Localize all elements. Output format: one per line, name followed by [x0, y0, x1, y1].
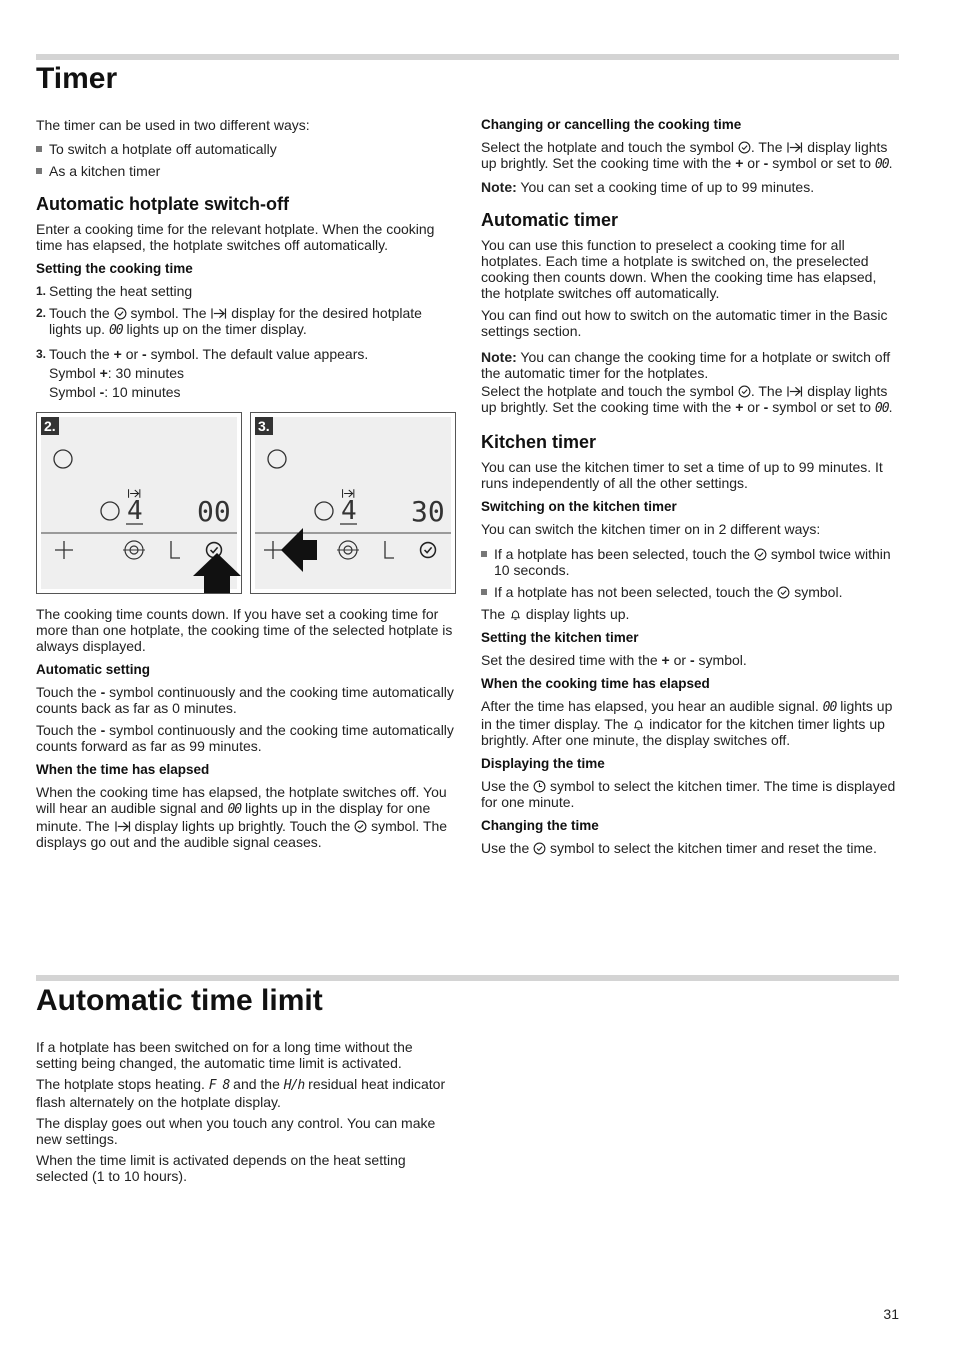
list-item: As a kitchen timer — [36, 163, 454, 179]
bell-icon — [509, 608, 522, 621]
automatic-timer-text-1: You can use this function to preselect a cooking time for all hotplates. Each time a hotplate is switched on, the preselected cooking then counts down. When the cooking time has elapsed, the hotplate switches off automatically. — [481, 237, 877, 301]
arrow-to-bar-icon — [114, 820, 131, 833]
control-panel-figures — [36, 412, 454, 594]
auto-switchoff-text: Enter a cooking time for the relevant hotplate. When the cooking time has elapsed, the hotplate switches off automatically. — [36, 221, 435, 253]
automatic-setting-heading: Automatic setting — [36, 662, 151, 677]
arrow-to-bar-icon — [786, 141, 803, 154]
zero-zero-digits: 00 — [108, 323, 123, 338]
kitchen-timer-heading: Kitchen timer — [481, 432, 597, 452]
hotplate-digit: 4 — [341, 496, 357, 526]
time-limit-text-2: The hotplate stops heating. F 8 and the H/h residual heat indicator flash alternately on the hotplate display. — [36, 1076, 446, 1110]
step-number: 1. — [36, 284, 47, 298]
auto-setting-text-1: Touch the - symbol continuously and the cooking time automatically counts back as far as 0 minutes. — [36, 684, 454, 716]
control-panel-figure — [250, 412, 456, 594]
changing-text: Select the hotplate and touch the symbol . The display lights up brightly. Set the cooking time with the + or - symbol or set to 00. — [481, 139, 893, 172]
step-2: 2. Touch the symbol. The display for the desired hotplate lights up. 00 lights up on the timer display. — [36, 305, 422, 338]
counts-down-text: The cooking time counts down. If you have set a cooking time for more than one hotplate, the cooking time of the selected hotplate is always displayed. — [36, 606, 453, 654]
step-number: 2. — [36, 306, 47, 320]
time-elapsed-heading: When the time has elapsed — [36, 762, 210, 777]
figure-label: 3. — [255, 417, 273, 435]
timer-intro: The timer can be used in two different ways: — [36, 117, 310, 133]
displaying-time-text: Use the symbol to select the kitchen timer. The time is displayed for one minute. — [481, 778, 896, 810]
time-limit-text-4: When the time limit is activated depends on the heat setting selected (1 to 10 hours). — [36, 1152, 406, 1184]
setting-cooking-time-heading: Setting the cooking time — [36, 261, 193, 276]
timer-left-column — [36, 117, 454, 856]
automatic-timer-text-3: Select the hotplate and touch the symbol . The display lights up brightly. Set the cooking time with the + or - symbol or set to 00. — [481, 383, 893, 416]
time-elapsed-text: When the cooking time has elapsed, the hotplate switches off. You will hear an audible signal and 00 lights up in the display for one minute. The display lights up brightly. Touch the symbol. The displays go out and the audible signal ceases. — [36, 784, 448, 850]
timer-symbol-icon — [114, 307, 127, 320]
automatic-timer-note: Note: You can change the cooking time for a hotplate or switch off the automatic timer for the hotplates. — [481, 349, 891, 381]
cooking-time-elapsed-heading: When the cooking time has elapsed — [481, 676, 710, 691]
displaying-time-heading: Displaying the time — [481, 756, 605, 771]
top-divider — [36, 54, 899, 60]
bell-icon — [632, 718, 645, 731]
step-3: 3. Touch the + or - symbol. The default value appears. Symbol +: 30 minutes Symbol -: 10 minutes — [36, 346, 369, 400]
switching-text: You can switch the kitchen timer on in 2 different ways: — [481, 521, 821, 537]
timer-digits: 30 — [411, 495, 445, 528]
timer-symbol-icon — [777, 586, 790, 599]
auto-setting-text-2: Touch the - symbol continuously and the cooking time automatically counts forward as far as 99 minutes. — [36, 722, 454, 754]
error-code: F 8 — [208, 1078, 230, 1093]
timer-symbol-icon — [354, 820, 367, 833]
page-number: 31 — [883, 1306, 899, 1322]
time-limit-title: Automatic time limit — [36, 984, 323, 1017]
list-item: If a hotplate has not been selected, touch the symbol. — [481, 584, 899, 600]
time-limit-column — [36, 1039, 446, 1190]
timer-symbol-icon — [754, 548, 767, 561]
bell-display-text: The display lights up. — [481, 606, 630, 622]
step-1: 1. Setting the heat setting — [36, 283, 193, 299]
kitchen-timer-text: You can use the kitchen timer to set a time of up to 99 minutes. It runs independently of all the other settings. — [481, 459, 883, 491]
changing-time-heading: Changing the time — [481, 818, 599, 833]
timer-title: Timer — [36, 62, 118, 95]
step-number: 3. — [36, 347, 47, 361]
setting-kitchen-timer-text: Set the desired time with the + or - symbol. — [481, 652, 747, 668]
automatic-timer-text-2: You can find out how to switch on the automatic timer in the Basic settings section. — [481, 307, 888, 339]
timer-symbol-icon — [738, 385, 751, 398]
hotplate-digit: 4 — [127, 496, 143, 526]
clock-icon — [533, 780, 546, 793]
cooking-time-elapsed-text: After the time has elapsed, you hear an audible signal. 00 lights up in the timer display. The indicator for the kitchen timer lights up brightly. After one minute, the display switches off. — [481, 698, 893, 748]
time-limit-text-1: If a hotplate has been switched on for a long time without the setting being changed, the automatic time limit is activated. — [36, 1039, 413, 1071]
changing-note: Note: You can set a cooking time of up to 99 minutes. — [481, 179, 815, 195]
panel-drawing — [37, 413, 241, 593]
list-item: To switch a hotplate off automatically — [36, 141, 454, 157]
time-limit-text-3: The display goes out when you touch any control. You can make new settings. — [36, 1115, 436, 1147]
timer-symbol-icon — [533, 842, 546, 855]
control-panel-figure — [36, 412, 242, 594]
panel-drawing — [251, 413, 455, 593]
arrow-to-bar-icon — [786, 385, 803, 398]
section-divider — [36, 975, 899, 981]
switching-kitchen-timer-heading: Switching on the kitchen timer — [481, 499, 677, 514]
timer-digits: 00 — [197, 495, 231, 528]
setting-kitchen-timer-heading: Setting the kitchen timer — [481, 630, 639, 645]
changing-cooking-time-heading: Changing or cancelling the cooking time — [481, 117, 742, 132]
timer-symbol-icon — [738, 141, 751, 154]
timer-right-column — [481, 117, 899, 862]
automatic-timer-heading: Automatic timer — [481, 210, 619, 230]
list-item: If a hotplate has been selected, touch the symbol twice within 10 seconds. — [481, 546, 899, 578]
changing-time-text: Use the symbol to select the kitchen timer and reset the time. — [481, 840, 877, 856]
residual-heat-symbol: H/h — [283, 1078, 305, 1093]
auto-switchoff-heading: Automatic hotplate switch-off — [36, 194, 289, 214]
arrow-to-bar-icon — [210, 307, 227, 320]
figure-label: 2. — [41, 417, 59, 435]
